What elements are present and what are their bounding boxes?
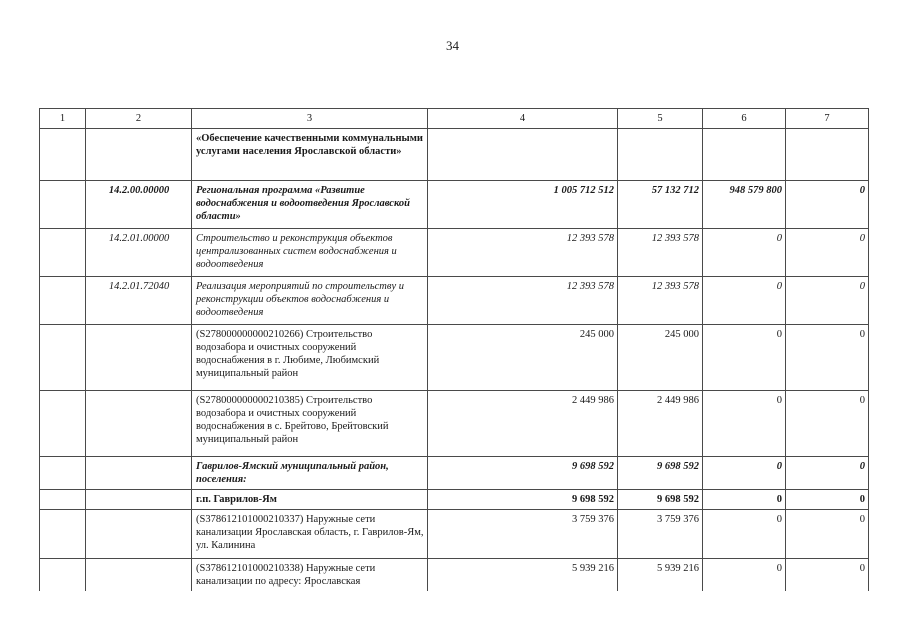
cell-col-6: 0 <box>703 510 786 559</box>
table-row <box>40 490 869 510</box>
cell-col-5: 5 939 216 <box>618 559 703 592</box>
page-number: 34 <box>446 38 459 53</box>
cell-name: Реализация мероприятий по строительству и реконструкции объектов водоснабжения и водоотведения <box>192 277 428 325</box>
cell-col-5: 57 132 712 <box>618 181 703 229</box>
cell-col-5: 245 000 <box>618 325 703 391</box>
cell-col-7: 0 <box>786 490 869 510</box>
cell-code <box>86 490 192 510</box>
table-row <box>40 229 869 277</box>
cell-col-7: 0 <box>786 391 869 457</box>
cell-code <box>86 391 192 457</box>
cell-col-5: 12 393 578 <box>618 277 703 325</box>
cell-col-5: 9 698 592 <box>618 457 703 490</box>
cell-col-6: 0 <box>703 457 786 490</box>
cell-col-1 <box>40 510 86 559</box>
cell-col-7: 0 <box>786 325 869 391</box>
table-row <box>40 181 869 229</box>
cell-col-5: 9 698 592 <box>618 490 703 510</box>
cell-col-1 <box>40 559 86 592</box>
header-col-4: 4 <box>428 109 618 129</box>
table-row <box>40 325 869 391</box>
cell-col-7: 0 <box>786 181 869 229</box>
budget-table <box>39 108 869 591</box>
header-col-2: 2 <box>86 109 192 129</box>
cell-col-7: 0 <box>786 510 869 559</box>
cell-col-5 <box>618 129 703 181</box>
cell-col-4: 9 698 592 <box>428 457 618 490</box>
cell-col-4: 5 939 216 <box>428 559 618 592</box>
header-col-6: 6 <box>703 109 786 129</box>
cell-code: 14.2.01.72040 <box>86 277 192 325</box>
cell-col-6: 948 579 800 <box>703 181 786 229</box>
cell-name: г.п. Гаврилов-Ям <box>192 490 428 510</box>
cell-name: (S378612101000210338) Наружные сети канализации по адресу: Ярославская <box>192 559 428 592</box>
cell-col-6: 0 <box>703 559 786 592</box>
header-col-7: 7 <box>786 109 869 129</box>
cell-name: Строительство и реконструкция объектов централизованных систем водоснабжения и водоотведения <box>192 229 428 277</box>
cell-col-5: 3 759 376 <box>618 510 703 559</box>
cell-col-5: 12 393 578 <box>618 229 703 277</box>
cell-col-7: 0 <box>786 229 869 277</box>
cell-name: (S378612101000210337) Наружные сети канализации Ярославская область, г. Гаврилов-Ям, ул. Калинина <box>192 510 428 559</box>
cell-col-4: 12 393 578 <box>428 277 618 325</box>
cell-code <box>86 457 192 490</box>
cell-col-1 <box>40 490 86 510</box>
header-col-5: 5 <box>618 109 703 129</box>
header-col-1: 1 <box>40 109 86 129</box>
cell-name: (S278000000000210385) Строительство водозабора и очистных сооружений водоснабжения в с. Брейтово, Брейтовский муниципальный район <box>192 391 428 457</box>
cell-col-6: 0 <box>703 229 786 277</box>
cell-col-1 <box>40 181 86 229</box>
table-row <box>40 277 869 325</box>
cell-col-1 <box>40 229 86 277</box>
cell-name: «Обеспечение качественными коммунальными услугами населения Ярославской области» <box>192 129 428 181</box>
table-row <box>40 457 869 490</box>
cell-name: Региональная программа «Развитие водоснабжения и водоотведения Ярославской области» <box>192 181 428 229</box>
cell-col-4 <box>428 129 618 181</box>
cell-col-4: 9 698 592 <box>428 490 618 510</box>
cell-col-7: 0 <box>786 457 869 490</box>
cell-col-4: 3 759 376 <box>428 510 618 559</box>
header-row <box>40 109 869 129</box>
cell-col-6: 0 <box>703 277 786 325</box>
cell-col-6: 0 <box>703 325 786 391</box>
cell-col-1 <box>40 325 86 391</box>
cell-code <box>86 129 192 181</box>
header-col-3: 3 <box>192 109 428 129</box>
cell-col-1 <box>40 457 86 490</box>
cell-col-4: 2 449 986 <box>428 391 618 457</box>
cell-code <box>86 559 192 592</box>
cell-col-4: 1 005 712 512 <box>428 181 618 229</box>
cell-name: (S278000000000210266) Строительство водозабора и очистных сооружений водоснабжения в г. Любиме, Любимский муниципальный район <box>192 325 428 391</box>
cell-col-1 <box>40 277 86 325</box>
cell-col-4: 245 000 <box>428 325 618 391</box>
cell-col-7 <box>786 129 869 181</box>
table-row <box>40 559 869 592</box>
cell-col-4: 12 393 578 <box>428 229 618 277</box>
cell-code: 14.2.00.00000 <box>86 181 192 229</box>
cell-code <box>86 510 192 559</box>
cell-col-5: 2 449 986 <box>618 391 703 457</box>
cell-code: 14.2.01.00000 <box>86 229 192 277</box>
cell-col-1 <box>40 129 86 181</box>
cell-col-6: 0 <box>703 490 786 510</box>
table-row <box>40 391 869 457</box>
table-row <box>40 129 869 181</box>
cell-code <box>86 325 192 391</box>
cell-col-7: 0 <box>786 277 869 325</box>
cell-col-6: 0 <box>703 391 786 457</box>
cell-col-1 <box>40 391 86 457</box>
cell-col-6 <box>703 129 786 181</box>
table-row <box>40 510 869 559</box>
table-body <box>40 129 869 592</box>
cell-name: Гаврилов-Ямский муниципальный район, поселения: <box>192 457 428 490</box>
cell-col-7: 0 <box>786 559 869 592</box>
